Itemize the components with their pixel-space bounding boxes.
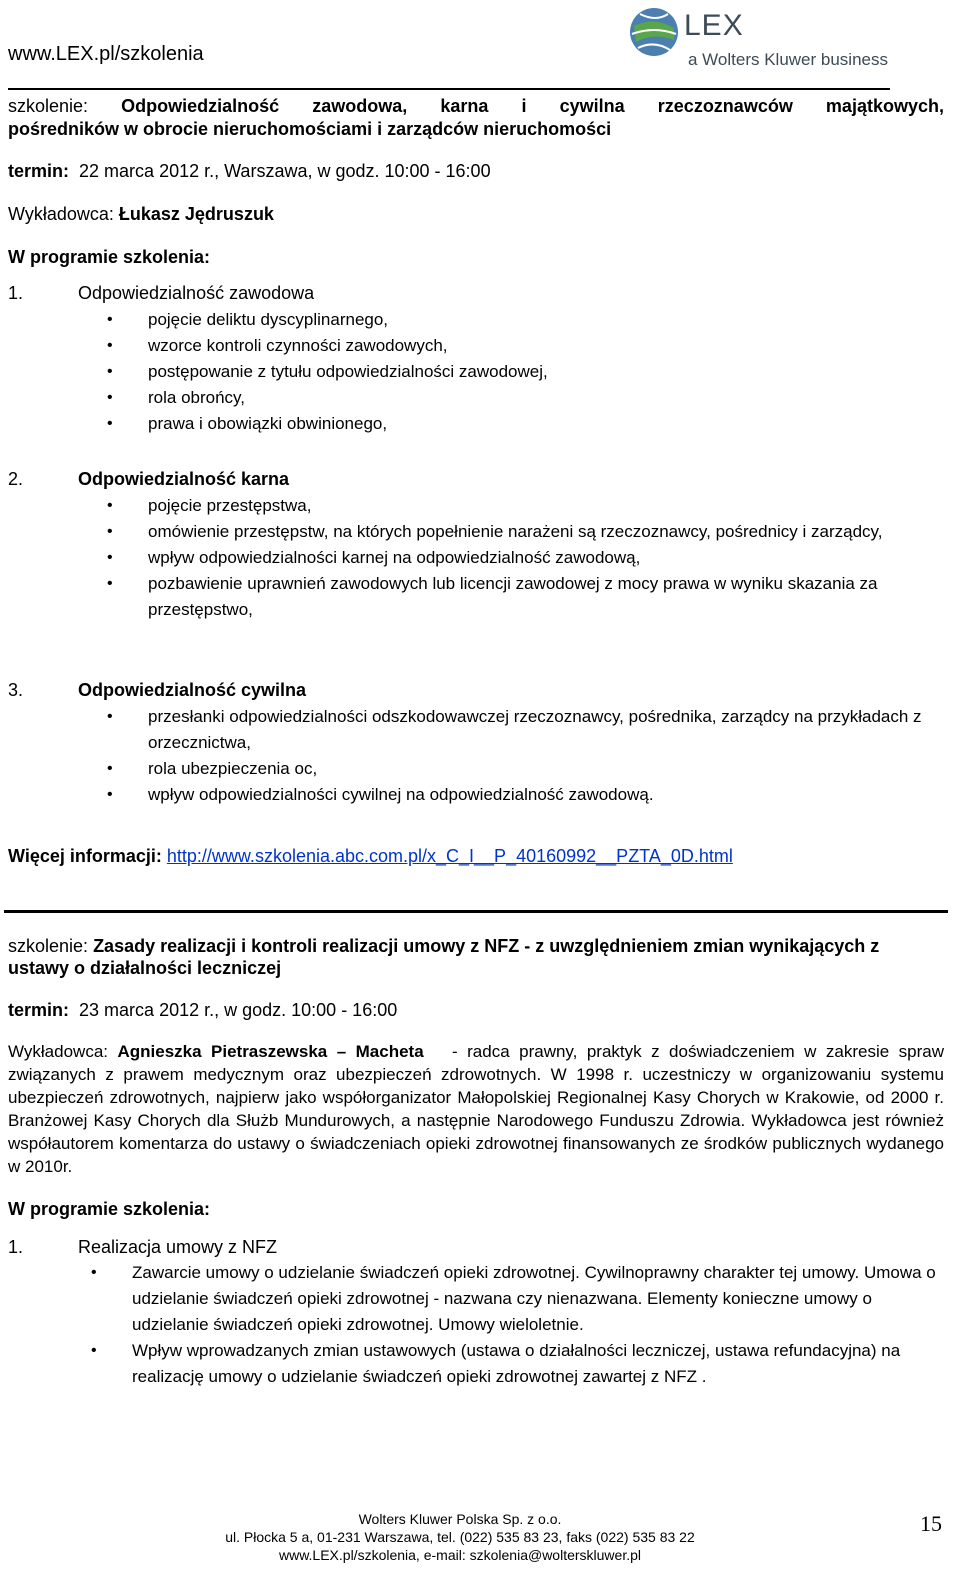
list-item: • pojęcie deliktu dyscyplinarnego, — [148, 307, 928, 333]
section2-heading — [8, 468, 290, 490]
course1-title-line1 — [8, 95, 944, 117]
logo-text: LEX — [684, 9, 744, 42]
footer-web: www.LEX.pl/szkolenia, e-mail: szkolenia@wolterskluwer.pl — [278, 1547, 642, 1563]
list-item: • prawa i obowiązki obwinionego, — [148, 411, 928, 437]
lex-logo — [628, 4, 948, 74]
more-info-link[interactable]: http://www.szkolenia.abc.com.pl/x_C_I__P_40160992__PZTA_0D.html — [166, 846, 733, 866]
section3-list — [148, 704, 938, 808]
course2-title-text: Zasady realizacji i kontroli realizacji umowy z NFZ - z uwzględnieniem zmian wynikających z ustawy o działalności leczniczej — [8, 936, 880, 978]
list-item: • pozbawienie uprawnień zawodowych lub licencji zawodowej z mocy prawa w wyniku skazania za przestępstwo, — [148, 571, 898, 623]
course2-label: szkolenie: — [8, 936, 89, 956]
more-info-label: Więcej informacji: — [8, 846, 162, 866]
course1-termin — [8, 160, 491, 182]
course2-termin — [8, 999, 397, 1021]
list-item: • rola obrońcy, — [148, 385, 928, 411]
course2-program-label: W programie szkolenia: — [8, 1199, 211, 1219]
lecturer-label: Wykładowca: — [8, 1042, 108, 1061]
section-title: Odpowiedzialność karna — [78, 469, 290, 489]
list-item: • wpływ odpowiedzialności cywilnej na odpowiedzialność zawodową. — [148, 782, 938, 808]
lecturer-label: Wykładowca: — [8, 204, 114, 224]
list-item: • przesłanki odpowiedzialności odszkodowawczej rzeczoznawcy, pośrednika, zarządcy na przykładach z orzecznictwa, — [148, 704, 938, 756]
section1-heading — [8, 282, 315, 304]
termin-label: termin: — [8, 161, 70, 181]
logo-tagline: a Wolters Kluwer business — [688, 50, 888, 69]
list-item: • wpływ odpowiedzialności karnej na odpowiedzialność zawodową, — [148, 545, 928, 571]
course1-title-line2: pośredników w obrocie nieruchomościami i zarządców nieruchomości — [8, 119, 612, 139]
list-item: • Zawarcie umowy o udzielanie świadczeń opieki zdrowotnej. Cywilnoprawny charakter tej umowy. Umowa o udzielanie świadczeń opieki zdrowotnej - nazwana czy nienazwana. Elementy konieczne umowy o udzielanie świadczeń opieki zdrowotnej. Umowy wieloletnie. — [132, 1260, 942, 1338]
list-item: • Wpływ wprowadzanych zmian ustawowych (ustawa o działalności leczniczej, ustawa refundacyjna) na realizację umowy o udzielanie świadczeń opieki zdrowotnej zawartej z NFZ . — [132, 1338, 942, 1390]
lecturer-name: Agnieszka Pietraszewska – Macheta — [117, 1042, 424, 1061]
section-num: 3. — [8, 680, 24, 700]
termin-label: termin: — [8, 1000, 70, 1020]
footer — [0, 1510, 920, 1564]
course2-lecturer — [8, 1040, 944, 1178]
list-item: • omówienie przestępstw, na których popełnienie narażeni są rzeczoznawcy, pośrednicy i zarządcy, — [148, 519, 928, 545]
termin-value: 22 marca 2012 r., Warszawa, w godz. 10:00 - 16:00 — [79, 161, 491, 181]
course1-more-info — [8, 845, 733, 867]
course2-list — [132, 1260, 942, 1390]
footer-company: Wolters Kluwer Polska Sp. z o.o. — [358, 1511, 562, 1527]
header-rule — [8, 88, 890, 90]
course1-title-part1: Odpowiedzialność zawodowa, karna i cywilna rzeczoznawców majątkowych, — [121, 96, 944, 116]
site-url: www.LEX.pl/szkolenia — [8, 43, 204, 65]
termin-value: 23 marca 2012 r., w godz. 10:00 - 16:00 — [79, 1000, 398, 1020]
course2-section-heading — [8, 1236, 278, 1258]
section-num: 1. — [8, 283, 24, 303]
section-num: 2. — [8, 469, 24, 489]
list-item: • pojęcie przestępstwa, — [148, 493, 928, 519]
lecturer-name: Łukasz Jędruszuk — [118, 204, 274, 224]
page-number: 15 — [920, 1511, 942, 1536]
section-title: Odpowiedzialność cywilna — [78, 680, 307, 700]
course1-label: szkolenie: — [8, 96, 89, 116]
course1-lecturer — [8, 203, 274, 225]
section-title: Realizacja umowy z NFZ — [78, 1237, 278, 1257]
lecturer-bio: - radca prawny, praktyk z doświadczeniem w zakresie spraw związanych z prawem medycznym oraz ubezpieczeń zdrowotnych. W 1998 r. uczestniczy w organizowaniu systemu ubezpieczeń zdrowotnych, najpierw jako współorganizator Małopolskiej Regionalnej Kasy Chorych w Krakowie, od 2000 r. Branżowej Kasy Chorych dla Służb Mundurowych, a następnie Narodowego Funduszu Zdrowia. Wykładowca jest również współautorem komentarza do ustawy o świadczeniach opieki zdrowotnej finansowanych ze środków publicznych wydanego w 2010r. — [8, 1042, 945, 1176]
course1-program-label: W programie szkolenia: — [8, 247, 211, 267]
footer-address: ul. Płocka 5 a, 01-231 Warszawa, tel. (022) 535 83 23, faks (022) 535 83 22 — [225, 1529, 695, 1545]
section-num: 1. — [8, 1237, 24, 1257]
section2-list — [148, 493, 928, 623]
section-title: Odpowiedzialność zawodowa — [78, 283, 315, 303]
list-item: • rola ubezpieczenia oc, — [148, 756, 938, 782]
section1-list — [148, 307, 928, 437]
list-item: • wzorce kontroli czynności zawodowych, — [148, 333, 928, 359]
section3-heading — [8, 679, 307, 701]
list-item: • postępowanie z tytułu odpowiedzialności zawodowej, — [148, 359, 928, 385]
globe-icon — [628, 6, 680, 58]
course2-title — [8, 935, 908, 979]
section-divider — [4, 910, 948, 913]
